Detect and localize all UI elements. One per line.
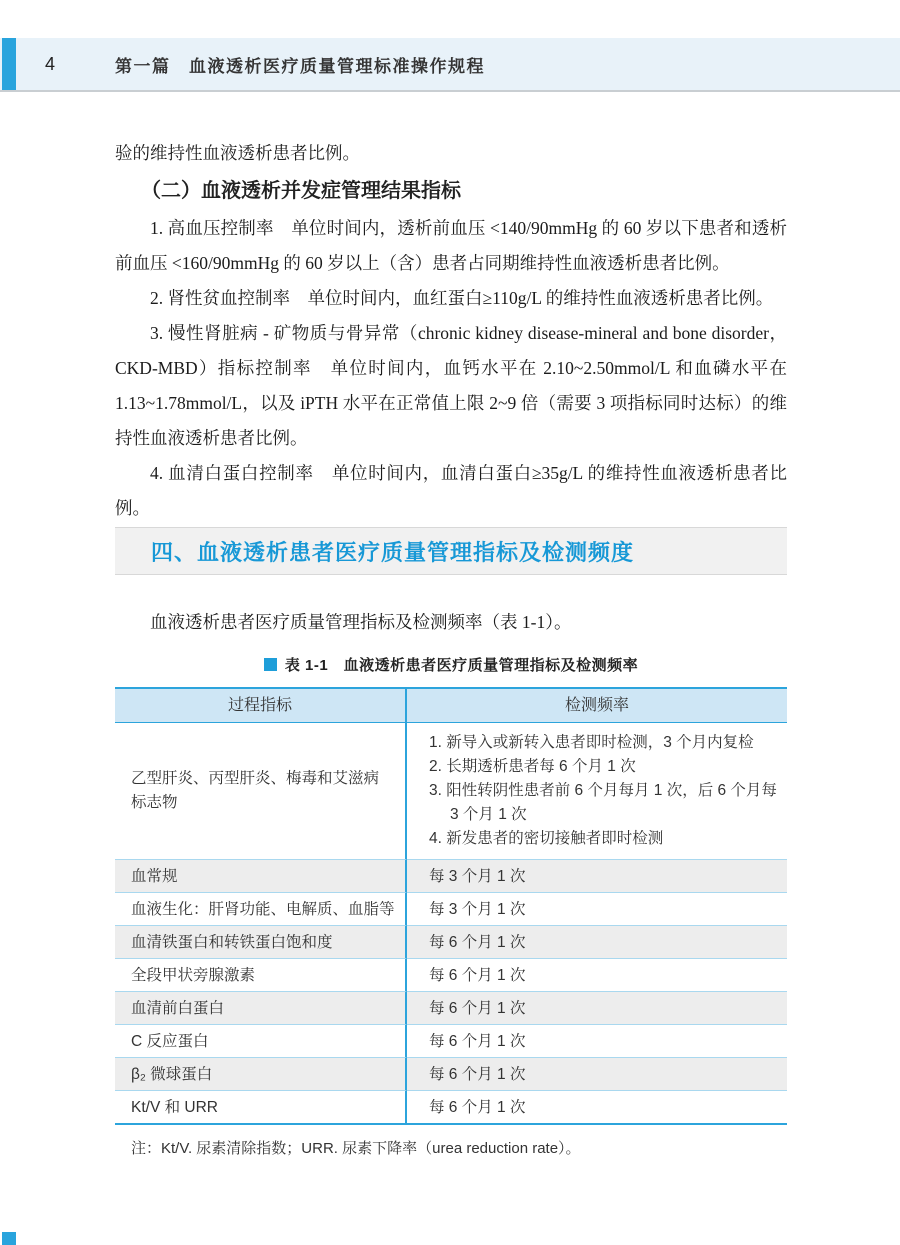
table-caption-text: 表 1-1 血液透析患者医疗质量管理指标及检测频率 xyxy=(284,657,639,674)
paragraph-continuation: 验的维持性血液透析患者比例。 xyxy=(115,143,360,163)
table-row-frequency: 每 3 个月 1 次 xyxy=(407,892,787,925)
paragraph-4: 4. 血清白蛋白控制率 单位时间内，血清白蛋白≥35g/L 的维持性血液透析患者比例。 xyxy=(115,463,787,518)
page-content xyxy=(115,136,787,1158)
table-row-indicator: Kt/V 和 URR xyxy=(115,1090,407,1123)
column-header-indicator: 过程指标 xyxy=(115,689,407,722)
page-header xyxy=(0,38,900,92)
page-bottom-edge-tab xyxy=(2,1232,16,1245)
paragraph-3: 3. 慢性肾脏病 - 矿物质与骨异常（chronic kidney disease-mineral and bone disorder，CKD-MBD）指标控制率 单位时间内，血钙水平在 2.10~2.50mmol/L 和血磷水平在 1.13~1.78mmol/L，以及 iPTH 水平在正常值上限 2~9 倍（需要 3 项指标同时达标）的维持性血液透析患者比例。 xyxy=(115,323,787,448)
section-intro: 血液透析患者医疗质量管理指标及检测频率（表 1-1）。 xyxy=(150,612,572,632)
table-row-frequency: 每 3 个月 1 次 xyxy=(407,859,787,892)
paragraph-1: 1. 高血压控制率 单位时间内，透析前血压 <140/90mmHg 的 60 岁以下患者和透析前血压 <160/90mmHg 的 60 岁以上（含）患者占同期维持性血液透析患者比例。 xyxy=(115,218,787,273)
caption-square-icon xyxy=(264,658,277,671)
table-row-frequency: 每 6 个月 1 次 xyxy=(407,991,787,1024)
table-row-frequency xyxy=(407,722,787,859)
table-row-frequency: 每 6 个月 1 次 xyxy=(407,1090,787,1123)
table-row-indicator: 血常规 xyxy=(115,859,407,892)
subsection-heading: （二）血液透析并发症管理结果指标 xyxy=(141,180,461,202)
table-row-frequency: 每 6 个月 1 次 xyxy=(407,1057,787,1090)
frequency-line: 1. 新导入或新转入患者即时检测，3 个月内复检 xyxy=(429,734,754,751)
frequency-line: 3. 阳性转阴性患者前 6 个月每月 1 次，后 6 个月每 3 个月 1 次 xyxy=(429,782,777,823)
table-row-frequency: 每 6 个月 1 次 xyxy=(407,1024,787,1057)
table-row-indicator: 血清前白蛋白 xyxy=(115,991,407,1024)
page-edge-tab xyxy=(2,38,16,90)
table-row-frequency: 每 6 个月 1 次 xyxy=(407,925,787,958)
frequency-line: 2. 长期透析患者每 6 个月 1 次 xyxy=(429,758,636,775)
table-row-indicator: β₂ 微球蛋白 xyxy=(115,1057,407,1090)
table-row-indicator: 乙型肝炎、丙型肝炎、梅毒和艾滋病标志物 xyxy=(115,722,407,859)
column-header-frequency: 检测频率 xyxy=(407,689,787,722)
table-row-indicator: C 反应蛋白 xyxy=(115,1024,407,1057)
section-heading-band xyxy=(115,527,787,575)
page-number: 4 xyxy=(45,53,56,74)
quality-indicator-table xyxy=(115,687,787,1125)
part-title: 第一篇 血液透析医疗质量管理标准操作规程 xyxy=(115,56,486,76)
table-row-frequency: 每 6 个月 1 次 xyxy=(407,958,787,991)
frequency-line: 4. 新发患者的密切接触者即时检测 xyxy=(429,830,664,847)
section-heading: 四、血液透析患者医疗质量管理指标及检测频度 xyxy=(151,539,635,565)
table-footnote: 注：Kt/V. 尿素清除指数；URR. 尿素下降率（urea reduction rate）。 xyxy=(131,1140,581,1157)
paragraph-2: 2. 肾性贫血控制率 单位时间内，血红蛋白≥110g/L 的维持性血液透析患者比例。 xyxy=(150,288,774,308)
table-row-indicator: 全段甲状旁腺激素 xyxy=(115,958,407,991)
table-caption xyxy=(115,654,787,675)
table-row-indicator: 血清铁蛋白和转铁蛋白饱和度 xyxy=(115,925,407,958)
table-row-indicator: 血液生化：肝肾功能、电解质、血脂等 xyxy=(115,892,407,925)
